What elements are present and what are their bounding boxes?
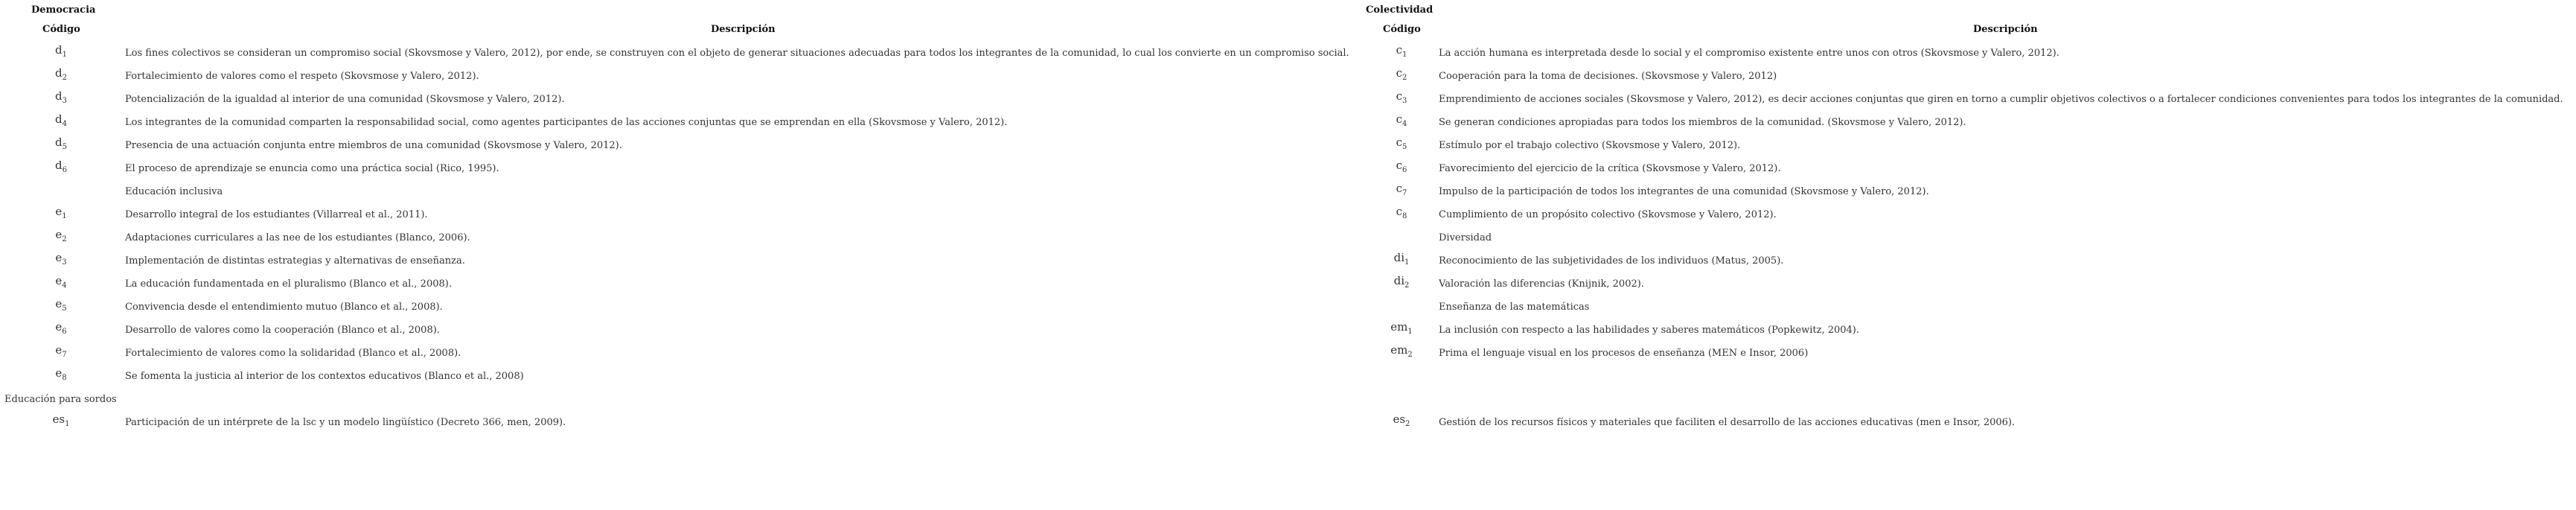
row-description: Estímulo por el trabajo colectivo (Skovsmose y Valero, 2012).: [1439, 140, 1741, 151]
column-header-code: Código: [1383, 24, 1421, 35]
code-subscript: 7: [1402, 189, 1407, 197]
row-code: [35, 205, 87, 220]
row-description: Potencialización de la igualdad al interior de una comunidad (Skovsmose y Valero, 2012).: [125, 94, 565, 105]
row-code: [35, 320, 87, 336]
code-subscript: 4: [62, 281, 67, 290]
code-subscript: 1: [62, 51, 67, 59]
row-description: Desarrollo de valores como la cooperación (Blanco et al., 2008).: [125, 325, 440, 336]
row-code: [1375, 43, 1428, 59]
row-description: Implementación de distintas estrategias y alternativas de enseñanza.: [125, 255, 465, 267]
row-code: [1375, 112, 1428, 128]
row-code: [35, 89, 87, 105]
row-code: [1375, 136, 1428, 151]
code-letter: d: [55, 66, 63, 80]
code-letter: di: [1393, 251, 1405, 264]
code-subscript: 1: [62, 212, 67, 220]
row-code: [35, 112, 87, 128]
code-letter: d: [55, 159, 63, 172]
code-subscript: 2: [62, 74, 67, 82]
code-subscript: 2: [1402, 74, 1407, 82]
row-code: [1375, 274, 1428, 290]
column-header-description: Descripción: [1973, 24, 2038, 35]
code-subscript: 4: [1402, 120, 1407, 128]
row-code: [35, 136, 87, 151]
row-code: [35, 412, 87, 428]
row-code: [1375, 182, 1428, 197]
code-subscript: 6: [1402, 166, 1407, 174]
code-subscript: 3: [62, 258, 67, 267]
code-subscript: 5: [62, 305, 67, 313]
row-description: Favorecimiento del ejercicio de la crítica (Skovsmose y Valero, 2012).: [1439, 163, 1781, 174]
row-description: Cumplimiento de un propósito colectivo (Skovsmose y Valero, 2012).: [1439, 209, 1777, 220]
code-letter: d: [55, 89, 63, 103]
code-letter: c: [1396, 205, 1403, 218]
row-description: Reconocimiento de las subjetividades de los individuos (Matus, 2005).: [1439, 255, 1784, 267]
row-description: La acción humana es interpretada desde lo social y el compromiso existente entre unos con otros (Skovsmose y Valero, 2012).: [1439, 48, 2059, 59]
code-letter: c: [1396, 159, 1403, 172]
code-letter: d: [55, 136, 63, 149]
row-code: [35, 366, 87, 382]
code-letter: e: [55, 366, 63, 380]
code-letter: c: [1396, 182, 1403, 195]
code-subscript: 6: [62, 328, 67, 336]
code-letter: d: [55, 112, 63, 126]
code-subscript: 8: [62, 374, 67, 382]
code-letter: di: [1393, 274, 1405, 287]
row-code: [1375, 412, 1428, 428]
row-code: [1375, 66, 1428, 82]
code-letter: e: [55, 205, 63, 218]
column-header-code: Código: [42, 24, 80, 35]
row-description: Se fomenta la justicia al interior de los contextos educativos (Blanco et al., 2008): [125, 371, 524, 382]
code-subscript: 1: [1402, 51, 1407, 59]
code-letter: c: [1396, 89, 1403, 103]
row-code: [35, 297, 87, 313]
code-subscript: 4: [62, 120, 67, 128]
code-subscript: 1: [1407, 328, 1413, 336]
code-letter: e: [55, 297, 63, 310]
row-code: [1375, 205, 1428, 220]
row-code: [1375, 89, 1428, 105]
code-letter: es: [1393, 412, 1406, 426]
code-subscript: 2: [1404, 281, 1410, 290]
row-description: Presencia de una actuación conjunta entre miembros de una comunidad (Skovsmose y Valero, 2012).: [125, 140, 622, 151]
row-description: Adaptaciones curriculares a las nee de los estudiantes (Blanco, 2006).: [125, 232, 470, 243]
row-description: Desarrollo integral de los estudiantes (Villarreal et al., 2011).: [125, 209, 428, 220]
code-subscript: 2: [1407, 351, 1413, 359]
code-subscript: 5: [62, 143, 67, 151]
row-code: [1375, 320, 1428, 336]
row-description: La inclusión con respecto a las habilidades y saberes matemáticos (Popkewitz, 2004).: [1439, 325, 1860, 336]
row-description: Fortalecimiento de valores como el respeto (Skovsmose y Valero, 2012).: [125, 71, 479, 82]
row-code: [35, 228, 87, 243]
code-letter: es: [52, 412, 65, 426]
code-letter: e: [55, 251, 63, 264]
row-description: Convivencia desde el entendimiento mutuo (Blanco et al., 2008).: [125, 302, 443, 313]
code-letter: d: [55, 43, 63, 57]
row-code: [1375, 343, 1428, 359]
row-description: La educación fundamentada en el pluralismo (Blanco et al., 2008).: [125, 278, 452, 290]
code-subscript: 1: [1404, 258, 1410, 267]
code-subscript: 6: [62, 166, 67, 174]
row-description: Participación de un intérprete de la lsc y un modelo lingüístico (Decreto 366, men, 2009).: [125, 417, 566, 428]
row-description: Se generan condiciones apropiadas para todos los miembros de la comunidad. (Skovsmose y Valero, 2012).: [1439, 117, 1966, 128]
code-subscript: 5: [1402, 143, 1407, 151]
row-code: [1375, 251, 1428, 267]
section-heading: Diversidad: [1439, 232, 1492, 243]
table-title: Democracia: [31, 4, 96, 16]
code-subscript: 7: [62, 351, 67, 359]
row-code: [35, 159, 87, 174]
row-description: Los integrantes de la comunidad comparten la responsabilidad social, como agentes participantes de las acciones conjuntas que se emprendan en ella (Skovsmose y Valero, 2012).: [125, 117, 1008, 128]
code-letter: em: [1390, 343, 1408, 357]
section-heading: Educación para sordos: [4, 394, 117, 405]
code-letter: c: [1396, 112, 1403, 126]
code-letter: e: [55, 228, 63, 241]
row-description: Fortalecimiento de valores como la solidaridad (Blanco et al., 2008).: [125, 348, 461, 359]
code-letter: e: [55, 343, 63, 357]
code-subscript: 3: [1402, 97, 1407, 105]
column-header-description: Descripción: [711, 24, 776, 35]
row-code: [35, 43, 87, 59]
code-subscript: 8: [1402, 212, 1407, 220]
code-letter: em: [1390, 320, 1408, 334]
row-description: Valoración las diferencias (Knijnik, 2002).: [1439, 278, 1644, 290]
row-description: Gestión de los recursos físicos y materiales que faciliten el desarrollo de las acciones educativas (men e Insor, 2006).: [1439, 417, 2016, 428]
row-description: Prima el lenguaje visual en los procesos de enseñanza (MEN e Insor, 2006): [1439, 348, 1809, 359]
row-code: [35, 251, 87, 267]
code-subscript: 3: [62, 97, 67, 105]
row-description: Los fines colectivos se consideran un compromiso social (Skovsmose y Valero, 2012), por ende, se construyen con el objeto de generar situaciones adecuadas para todos los integrantes de la comunidad, lo cual los convierte en un compromiso social.: [125, 48, 1349, 59]
row-code: [1375, 159, 1428, 174]
code-subscript: 1: [65, 420, 70, 428]
row-description: El proceso de aprendizaje se enuncia como una práctica social (Rico, 1995).: [125, 163, 499, 174]
code-letter: c: [1396, 43, 1403, 57]
code-letter: c: [1396, 136, 1403, 149]
row-code: [35, 343, 87, 359]
code-letter: c: [1396, 66, 1403, 80]
row-code: [35, 274, 87, 290]
row-description: Emprendimiento de acciones sociales (Skovsmose y Valero, 2012), es decir acciones conjuntas que giren en torno a cumplir objetivos colectivos o a fortalecer condiciones convenientes para todos los integrantes de la comunidad.: [1439, 94, 2563, 105]
section-heading: Enseñanza de las matemáticas: [1439, 302, 1590, 313]
section-heading: Educación inclusiva: [125, 186, 223, 197]
row-code: [35, 66, 87, 82]
row-description: Impulso de la participación de todos los integrantes de una comunidad (Skovsmose y Valero, 2012).: [1439, 186, 1929, 197]
row-description: Cooperación para la toma de decisiones. (Skovsmose y Valero, 2012): [1439, 71, 1777, 82]
code-subscript: 2: [1405, 420, 1410, 428]
code-subscript: 2: [62, 235, 67, 243]
code-letter: e: [55, 274, 63, 287]
table-title: Colectividad: [1366, 4, 1434, 16]
code-letter: e: [55, 320, 63, 334]
